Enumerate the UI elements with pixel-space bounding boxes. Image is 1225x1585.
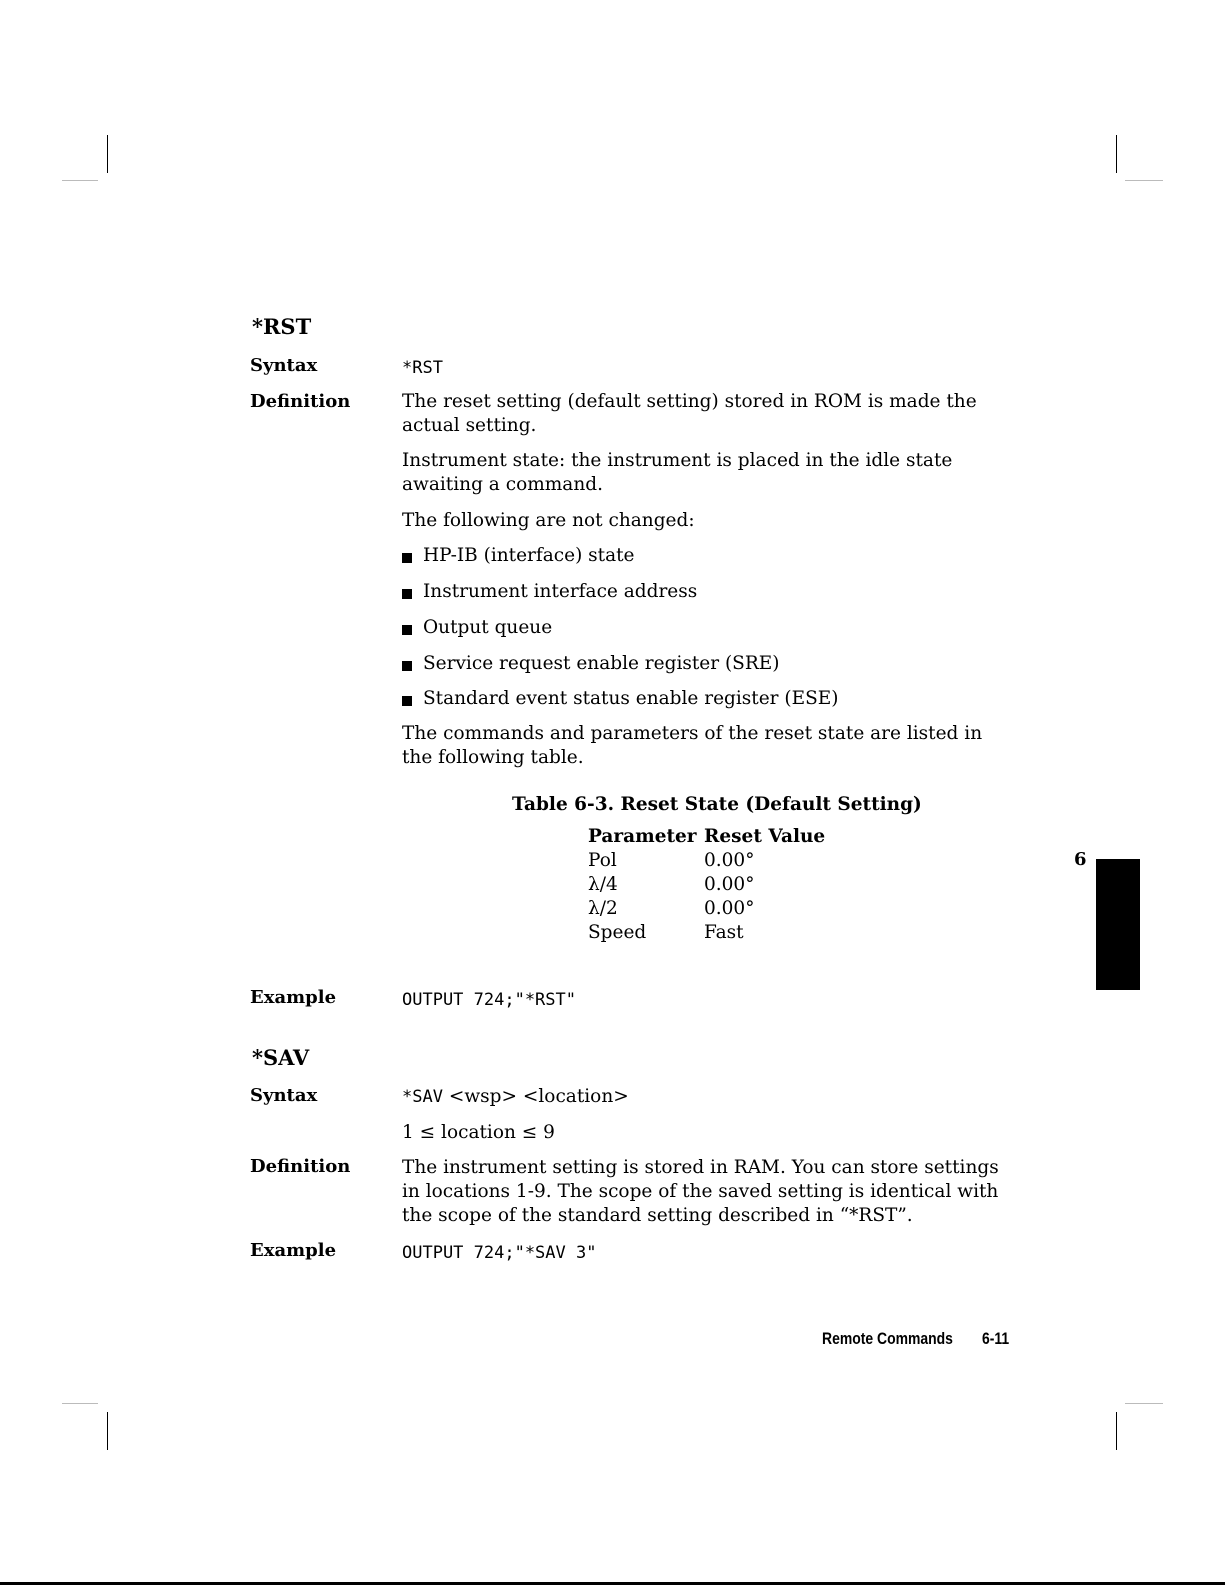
sav-syntax-args: <wsp> <location> — [442, 1086, 629, 1107]
crop-mark-bottom-right-h — [1125, 1403, 1163, 1404]
rst-bullet-item: Instrument interface address — [423, 581, 698, 602]
table-cell-parameter: Pol — [588, 850, 617, 871]
rst-bullet-item: Standard event status enable register (ESE) — [423, 688, 839, 709]
chapter-tab-number: 6 — [1074, 849, 1087, 870]
chapter-tab-block — [1096, 859, 1140, 990]
rst-bullet-item: HP-IB (interface) state — [423, 545, 635, 566]
sav-syntax — [402, 1085, 629, 1109]
crop-mark-bottom-left-h — [62, 1403, 98, 1404]
footer-section-title: Remote Commands — [822, 1329, 953, 1348]
rst-example-value: OUTPUT 724;"*RST" — [402, 990, 576, 1010]
rst-syntax-label: Syntax — [250, 355, 318, 376]
rst-definition-label: Definition — [250, 391, 351, 412]
crop-mark-top-left-h — [62, 180, 98, 181]
sav-example-label: Example — [250, 1240, 337, 1261]
rst-definition-line-1: The reset setting (default setting) stored in ROM is made the — [402, 391, 977, 412]
sav-definition-line-2: in locations 1-9. The scope of the saved setting is identical with — [402, 1181, 999, 1202]
table-cell-parameter: λ/4 — [588, 874, 618, 895]
sav-definition-label: Definition — [250, 1156, 351, 1177]
sav-definition-line-1: The instrument setting is stored in RAM. You can store settings — [402, 1157, 999, 1178]
bullet-marker — [402, 589, 412, 599]
crop-mark-top-right — [1116, 135, 1117, 173]
rst-not-changed-intro: The following are not changed: — [402, 510, 695, 531]
footer-page-number: 6-11 — [982, 1329, 1010, 1348]
rst-state-line-1: Instrument state: the instrument is placed in the idle state — [402, 450, 953, 471]
sav-example-value: OUTPUT 724;"*SAV 3" — [402, 1243, 597, 1263]
rst-bullet-item: Service request enable register (SRE) — [423, 653, 780, 674]
rst-table-intro-line-2: the following table. — [402, 747, 584, 768]
bullet-marker — [402, 696, 412, 706]
table-cell-value: 0.00° — [704, 850, 755, 871]
rst-syntax-value: *RST — [402, 358, 443, 378]
table-cell-value: Fast — [704, 922, 744, 943]
bullet-marker — [402, 661, 412, 671]
crop-mark-top-left — [107, 135, 108, 173]
table-title: Table 6-3. Reset State (Default Setting) — [512, 794, 922, 815]
table-cell-parameter: Speed — [588, 922, 647, 943]
rst-state-line-2: awaiting a command. — [402, 474, 603, 495]
table-cell-value: 0.00° — [704, 874, 755, 895]
rst-heading: *RST — [252, 314, 312, 339]
table-cell-value: 0.00° — [704, 898, 755, 919]
rst-bullet-item: Output queue — [423, 617, 553, 638]
sav-syntax-label: Syntax — [250, 1085, 318, 1106]
rst-example-label: Example — [250, 987, 337, 1008]
sav-syntax-command: *SAV — [402, 1087, 443, 1107]
bullet-marker — [402, 625, 412, 635]
sav-heading: *SAV — [252, 1045, 310, 1070]
bullet-marker — [402, 553, 412, 563]
sav-definition-line-3: the scope of the standard setting described in “*RST”. — [402, 1205, 913, 1226]
crop-mark-bottom-left — [107, 1412, 108, 1450]
rst-definition-line-2: actual setting. — [402, 415, 537, 436]
table-header-parameter: Parameter — [588, 826, 697, 847]
crop-mark-bottom-right — [1116, 1412, 1117, 1450]
table-cell-parameter: λ/2 — [588, 898, 618, 919]
rst-table-intro-line-1: The commands and parameters of the reset state are listed in — [402, 723, 983, 744]
sav-location-range: 1 ≤ location ≤ 9 — [402, 1122, 555, 1143]
crop-mark-top-right-h — [1125, 180, 1163, 181]
table-header-reset-value: Reset Value — [704, 826, 826, 847]
